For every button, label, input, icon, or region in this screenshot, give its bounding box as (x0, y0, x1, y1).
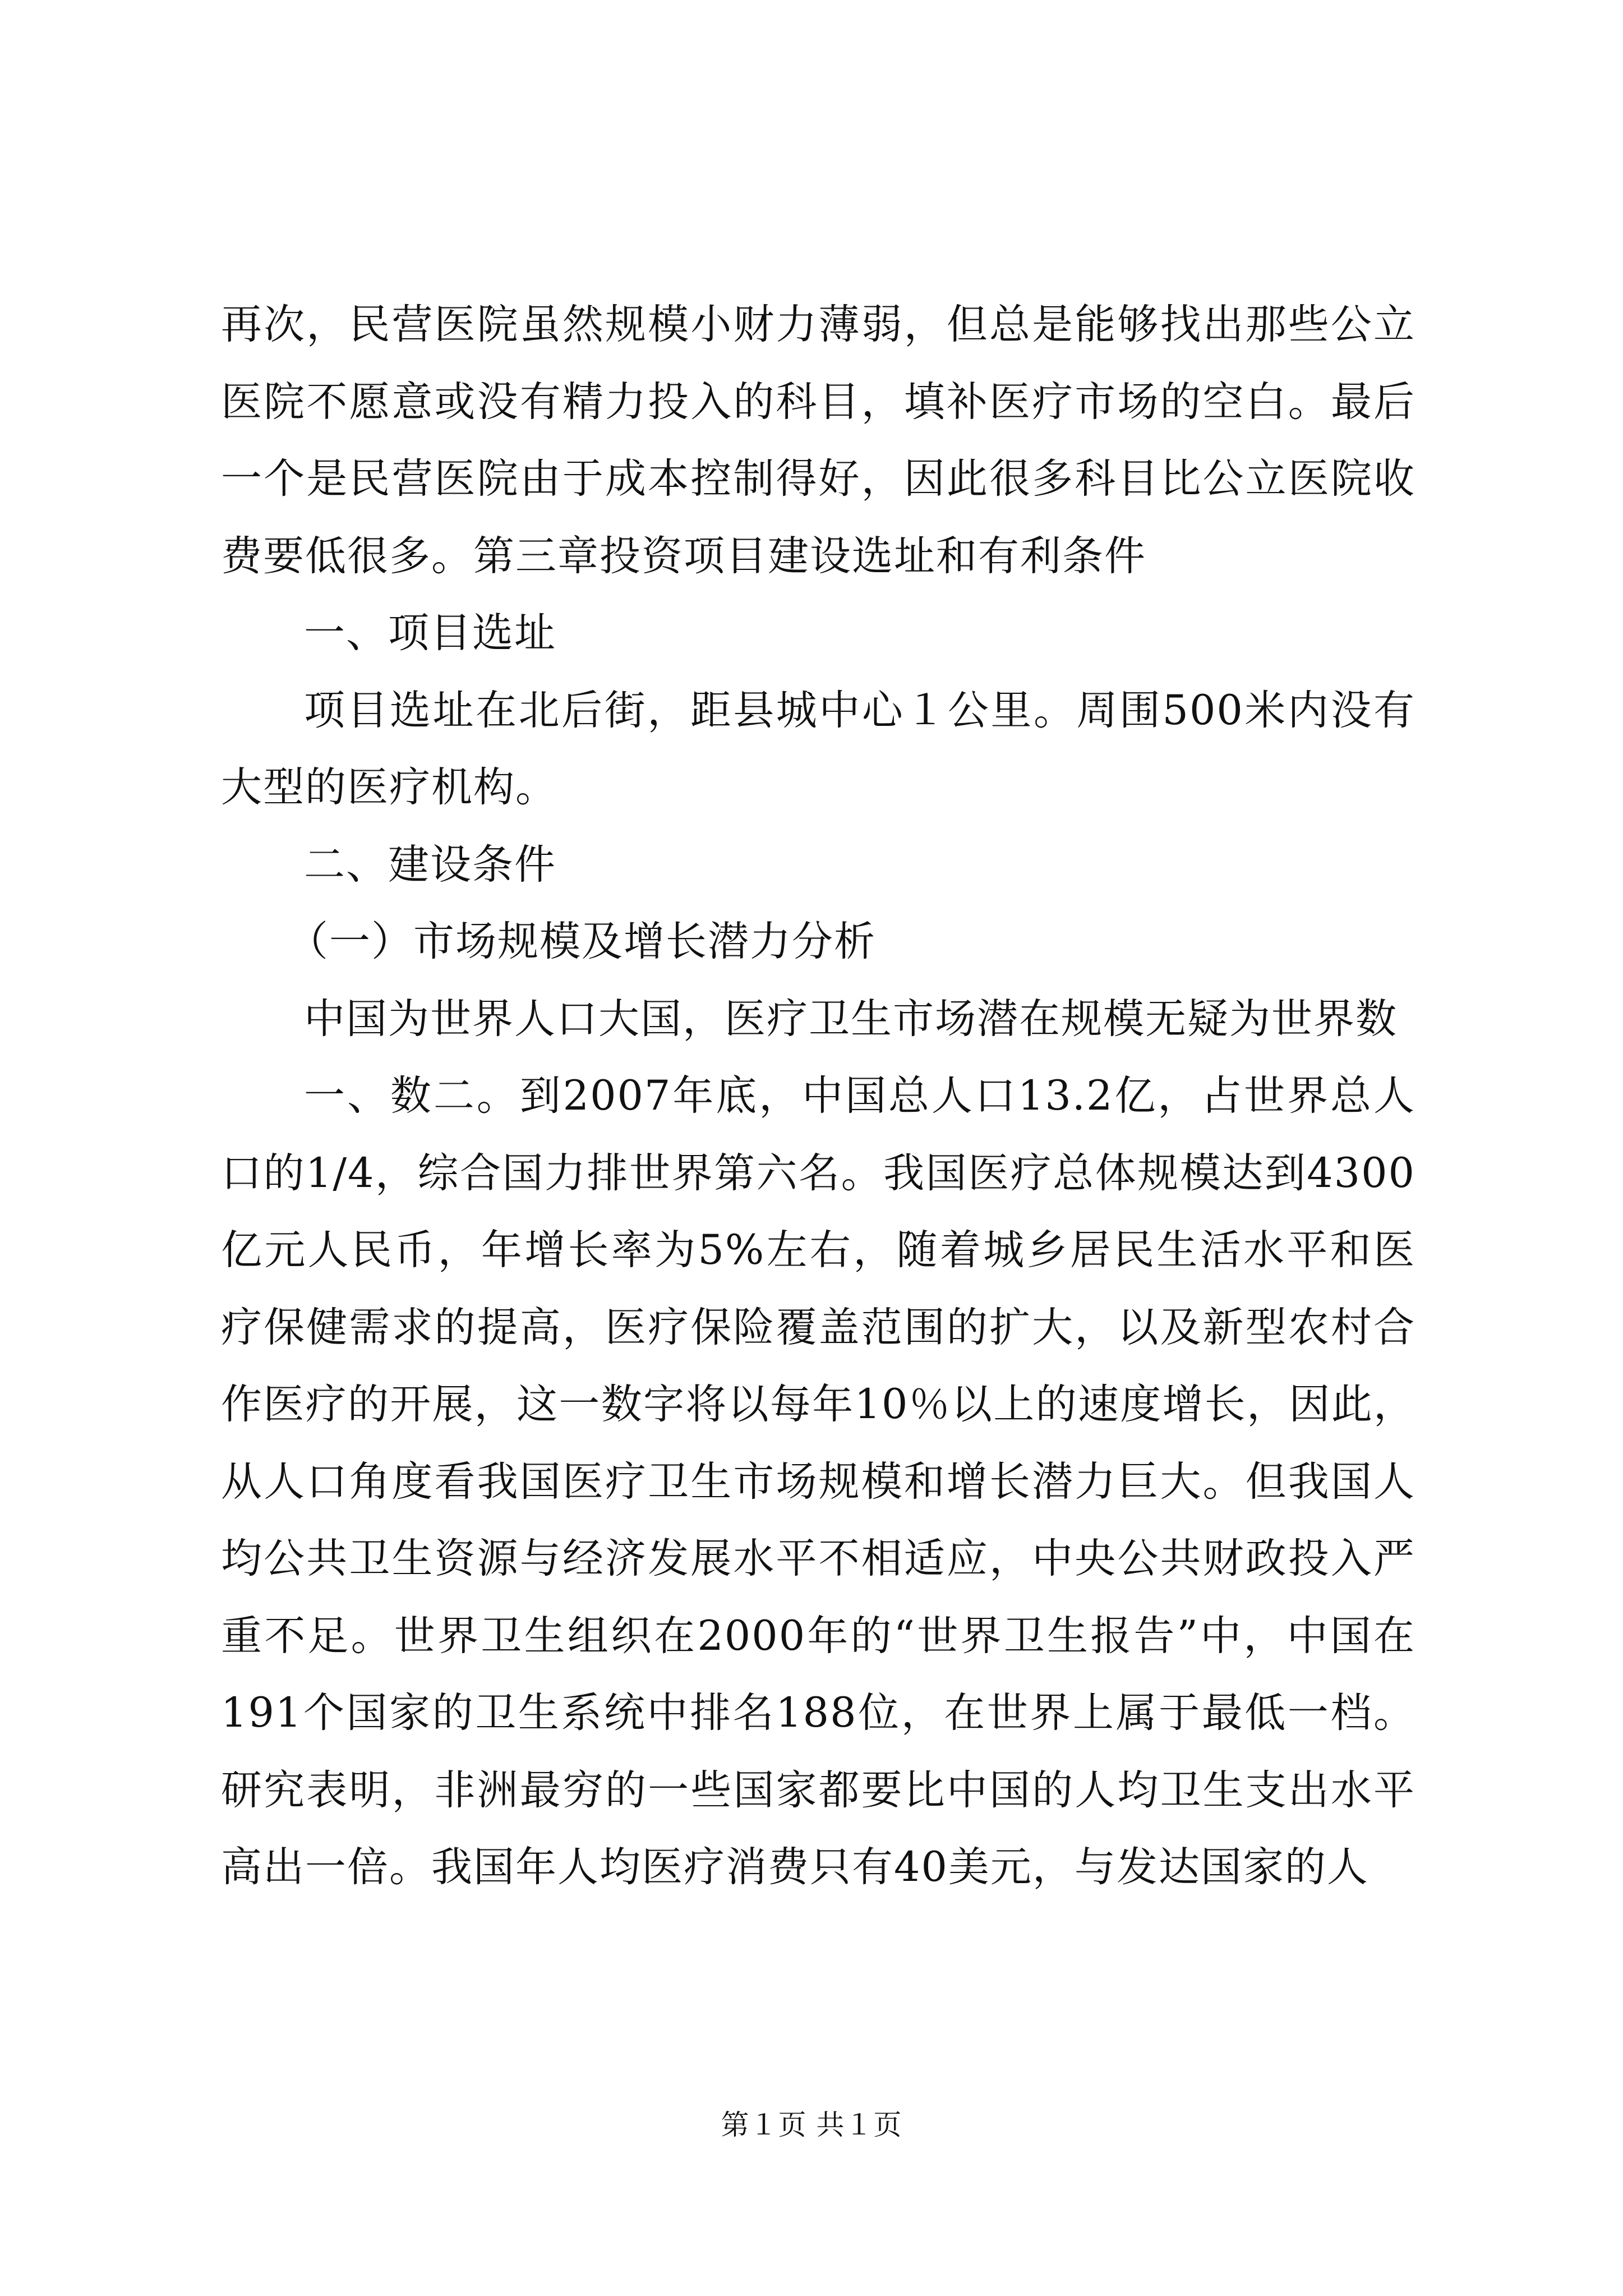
heading-market-analysis: （一）市场规模及增长潜力分析 (287, 918, 876, 965)
paragraph-market-intro: 中国为世界人口大国，医疗卫生市场潜在规模无疑为世界数 (304, 995, 1398, 1043)
heading-project-site: 一、项目选址 (304, 609, 556, 657)
heading-construction-conditions: 二、建设条件 (304, 840, 556, 889)
paragraph-site-description: 项目选址在北后街，距县城中心１公里。周围500米内没有大型的医疗机构。 (221, 686, 1415, 811)
paragraph-intro: 再次，民营医院虽然规模小财力薄弱，但总是能够找出那些公立医院不愿意或没有精力投入的科目，填补医疗市场的空白。最后一个是民营医院由于成本控制得好，因此很多科目比公立医院收费要低很多。第三章投资项目建设选址和有利条件 (221, 301, 1415, 580)
document-body (221, 286, 1415, 1906)
page-footer: 第１页 共１页 (721, 2109, 902, 2141)
paragraph-market-details: 一、数二。到2007年底，中国总人口13.2亿，占世界总人口的1/4，综合国力排世界第六名。我国医疗总体规模达到4300亿元人民币，年增长率为5%左右，随着城乡居民生活水平和医疗保健需求的提高，医疗保险覆盖范围的扩大，以及新型农村合作医疗的开展，这一数字将以每年10％以上的速度增长，因此，从人口角度看我国医疗卫生市场规模和增长潜力巨大。但我国人均公共卫生资源与经济发展水平不相适应，中央公共财政投入严重不足。世界卫生组织在2000年的“世界卫生报告”中，中国在191个国家的卫生系统中排名188位，在世界上属于最低一档。研究表明，非洲最穷的一些国家都要比中国的人均卫生支出水平高出一倍。我国年人均医疗消费只有40美元，与发达国家的人 (221, 1072, 1415, 1891)
